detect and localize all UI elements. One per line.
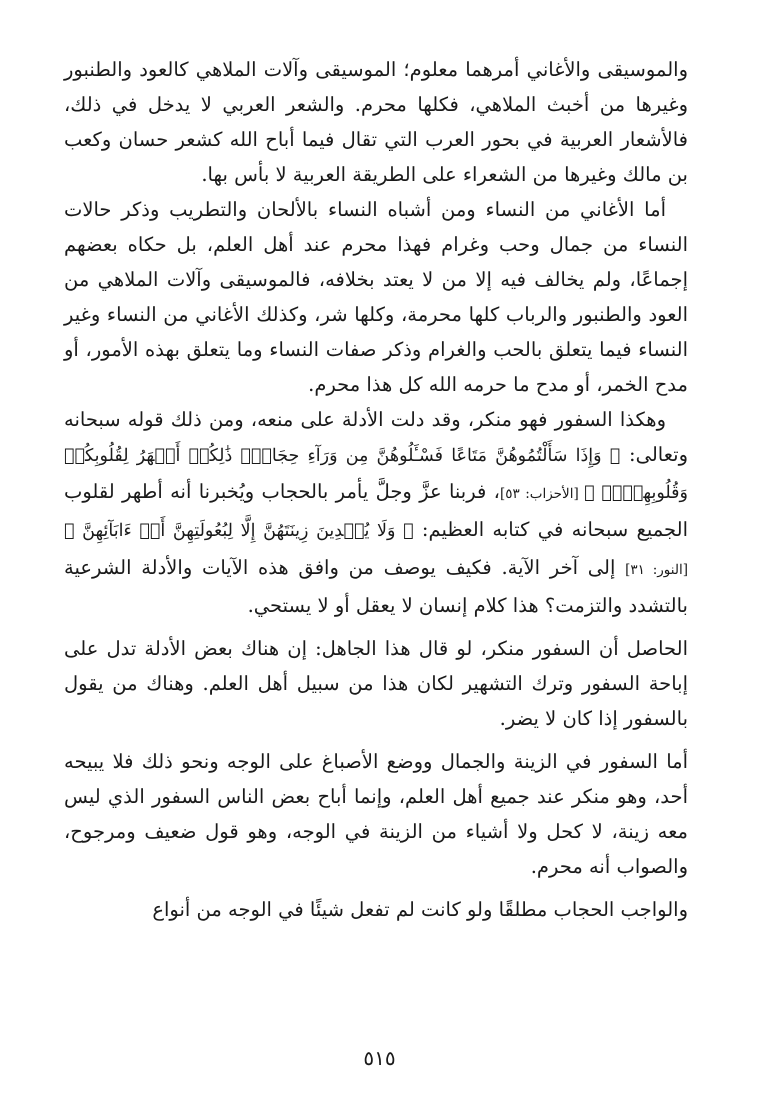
page-body — [64, 52, 688, 927]
quran-verse: ﴿ وَإِذَا سَأَلْتُمُوهُنَّ مَتَاعًا فَسْـَٔلُوهُنَّ مِن وَرَآءِ حِجَابٍۚ ذَٰلِكُمۡ أَطۡهَرُ لِقُلُوبِكُمۡ وَقُلُوبِهِنَّۚ ﴾ — [64, 446, 688, 503]
verse-reference: [الأحزاب: ٥٣] — [499, 486, 585, 502]
quran-verse: ﴿ وَلَا يُبۡدِينَ زِينَتَهُنَّ إِلَّا لِبُعُولَتِهِنَّ أَوۡ ءَابَآئِهِنَّ ﴾ — [64, 521, 414, 541]
paragraph-obligation — [64, 892, 688, 927]
paragraph-text: الحاصل أن السفور منكر، لو قال هذا الجاهل: إن هناك بعض الأدلة تدل على إباحة السفور وترك التشهير لكان هذا من سبيل أهل العلم. وهناك من يقول بالسفور إذا كان لا يضر. — [64, 637, 688, 730]
paragraph-unveiling — [64, 402, 688, 623]
paragraph-text: والواجب الحجاب مطلقًا ولو كانت لم تفعل شيئًا في الوجه من أنواع — [152, 898, 688, 921]
paragraph-text: أما الأغاني من النساء ومن أشباه النساء بالألحان والتطريب وذكر حالات النساء من جمال وحب وغرام فهذا محرم عند أهل العلم، بل حكاه بعضهم إجماعًا، ولم يخالف فيه إلا من لا يعتد بخلافه، فالموسيقى وآلات الملاهي من العود والطنبور والرباب كلها محرمة، وكلها شر، وكذلك الأغاني من النساء وغير النساء فيما يتعلق بالحب والغرام وذكر صفات النساء وما يتعلق بهذه الأمور، أو مدح الخمر، أو مدح ما حرمه الله كل هذا محرم. — [64, 198, 688, 396]
paragraph-text: إلى آخر الآية. فكيف يوصف من وافق هذه الآيات والأدلة الشرعية بالتشدد والتزمت؟ هذا كلام إنسان لا يعقل أو لا يستحي. — [64, 556, 688, 617]
paragraph-text: أما السفور في الزينة والجمال ووضع الأصباغ على الوجه ونحو ذلك فلا يبيحه أحد، وهو منكر عند جميع أهل العلم، وإنما أباح بعض الناس السفور الذي ليس معه زينة، لا كحل ولا أشياء من الزينة في الوجه، وهو قول ضعيف ومرجوح، والصواب أنه محرم. — [64, 750, 688, 878]
paragraph-conclusion — [64, 631, 688, 736]
page-number: ٥١٥ — [363, 1046, 396, 1070]
paragraph-text: وهكذا السفور فهو منكر، وقد دلت الأدلة على منعه، ومن ذلك قوله سبحانه وتعالى: — [64, 408, 688, 466]
paragraph-music — [64, 52, 688, 192]
verse-reference: [النور: ٣١] — [625, 562, 688, 578]
paragraph-text: ، فربنا عزَّ وجلَّ يأمر بالحجاب ويُخبرنا أنه أطهر لقلوب الجميع سبحانه في كتابه العظيم: — [64, 480, 688, 541]
paragraph-text: والموسيقى والأغاني أمرهما معلوم؛ الموسيقى وآلات الملاهي كالعود والطنبور وغيرها من أخبث الملاهي، فكلها محرم. والشعر العربي لا يدخل في ذلك، فالأشعار العربية في بحور العرب التي تقال فيما أباح الله كشعر حسان وكعب بن مالك وغيرها من الشعراء على الطريقة العربية لا بأس بها. — [64, 58, 688, 186]
paragraph-songs — [64, 192, 688, 402]
paragraph-adornment — [64, 744, 688, 884]
